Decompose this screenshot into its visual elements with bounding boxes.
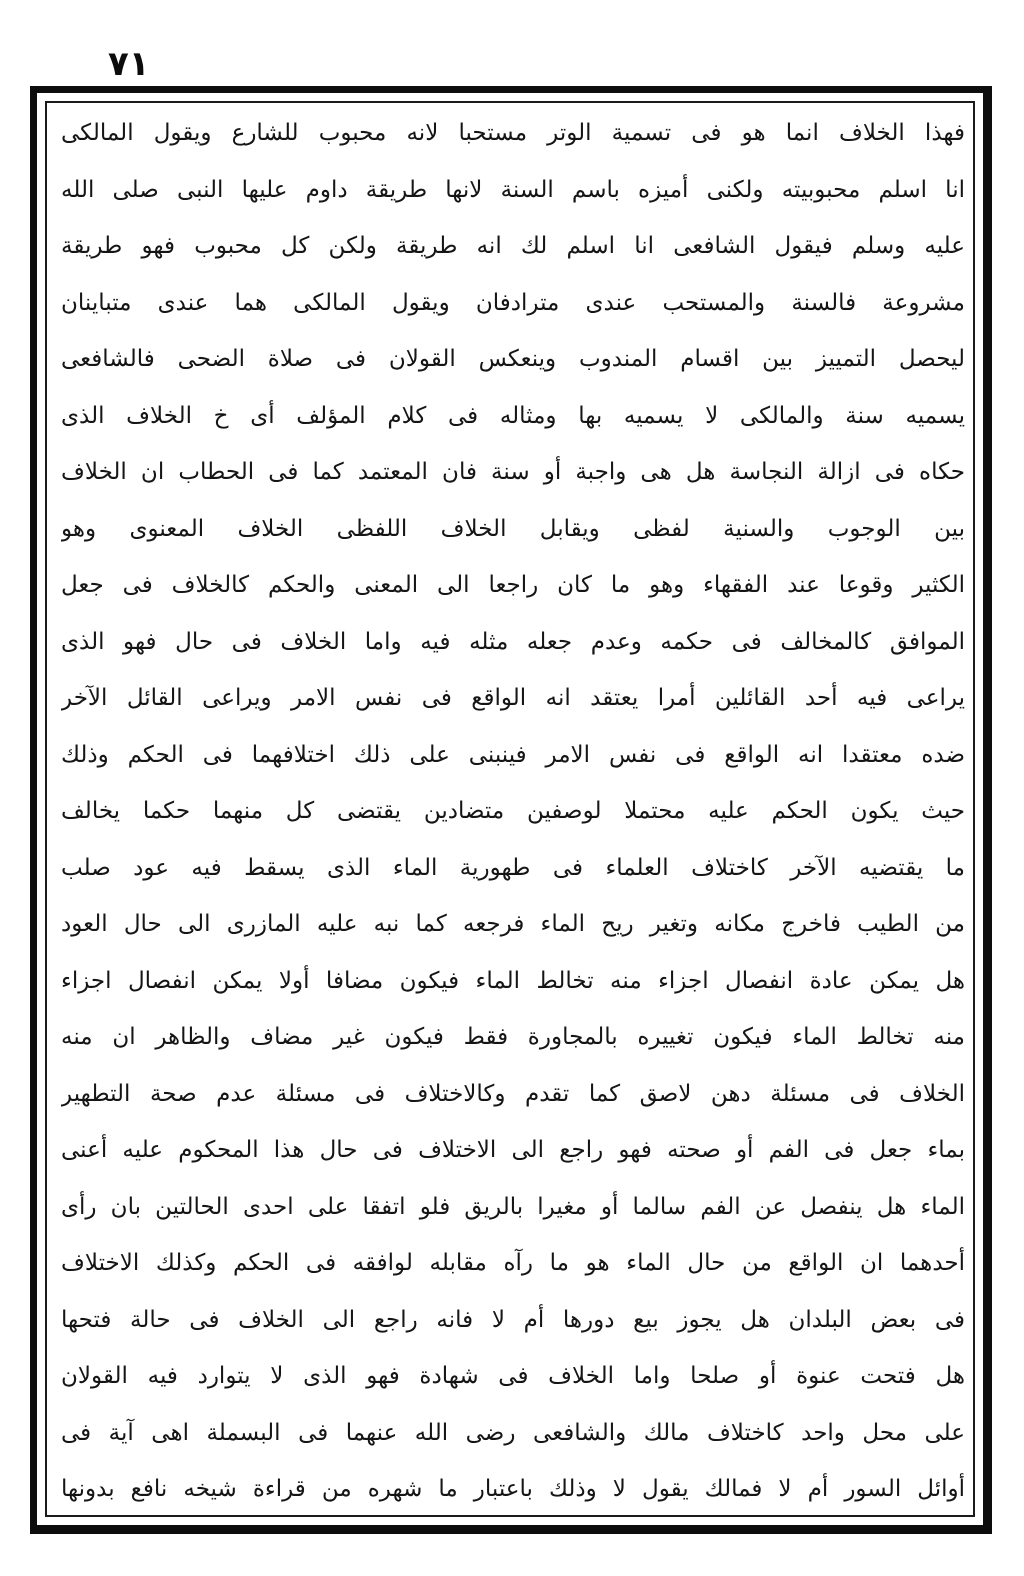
text-line: بماء جعل فى الفم أو صحته فهو راجع الى الاختلاف فى حال هذا المحكوم عليه أعنى [61, 1137, 965, 1163]
text-line: الخلاف فى مسئلة دهن لاصق كما تقدم وكالاختلاف فى مسئلة عدم صحة التطهير [61, 1080, 965, 1107]
text-line: أحدهما ان الواقع من حال الماء هو ما رآه مقابله لوافقه فى الحكم وكذلك الاختلاف [61, 1250, 965, 1276]
text-line: الكثير وقوعا عند الفقهاء وهو ما كان راجعا الى المعنى والحكم كالخلاف فى جعل [61, 572, 965, 598]
text-line: حكاه فى ازالة النجاسة هل هى واجبة أو سنة فان المعتمد كما فى الحطاب ان الخلاف [61, 459, 965, 485]
text-line: ليحصل التمييز بين اقسام المندوب وينعكس القولان فى صلاة الضحى فالشافعى [61, 346, 965, 372]
text-line: انا اسلم محبوبيته ولكنى أميزه باسم السنة لانها طريقة داوم عليها النبى صلى الله [61, 176, 965, 203]
text-line: يراعى فيه أحد القائلين أمرا يعتقد انه الواقع فى نفس الامر ويراعى القائل الآخر [61, 685, 965, 711]
text-line: عليه وسلم فيقول الشافعى انا اسلم لك انه طريقة ولكن كل محبوب فهو طريقة [61, 233, 965, 259]
text-line: من الطيب فاخرج مكانه وتغير ريح الماء فرجعه كما نبه عليه المازرى الى حال العود [61, 911, 965, 937]
text-line: فى بعض البلدان هل يجوز بيع دورها أم لا فانه راجع الى الخلاف فى حالة فتحها [61, 1306, 965, 1333]
text-line: هل يمكن عادة انفصال اجزاء منه تخالط الماء فيكون مضافا أولا يمكن انفصال اجزاء [61, 967, 965, 994]
text-line: الموافق كالمخالف فى حكمه وعدم جعله مثله فيه واما الخلاف فى حال فهو الذى [61, 628, 965, 655]
page-number: ٧١ [108, 44, 150, 84]
text-line: مشروعة فالسنة والمستحب عندى مترادفان ويقول المالكى هما عندى متباينان [61, 289, 965, 316]
text-line: فهذا الخلاف انما هو فى تسمية الوتر مستحبا لانه محبوب للشارع ويقول المالكى [61, 120, 965, 146]
text-line: هل فتحت عنوة أو صلحا واما الخلاف فى شهادة فهو الذى لا يتوارد فيه القولان [61, 1363, 965, 1389]
text-line: بين الوجوب والسنية لفظى ويقابل الخلاف اللفظى الخلاف المعنوى وهو [61, 515, 965, 542]
page-frame [30, 86, 992, 1534]
text-line: الماء هل ينفصل عن الفم سالما أو مغيرا بالريق فلو اتفقا على احدى الحالتين بان رأى [61, 1193, 965, 1220]
text-line: أوائل السور أم لا فمالك يقول لا وذلك باعتبار ما شهره من قراءة شيخه نافع بدونها [61, 1476, 965, 1502]
text-line: يسميه سنة والمالكى لا يسميه بها ومثاله فى كلام المؤلف أى خ الخلاف الذى [61, 402, 965, 429]
text-line: حيث يكون الحكم عليه محتملا لوصفين متضادين يقتضى كل منهما حكما يخالف [61, 798, 965, 824]
text-line: منه تخالط الماء فيكون تغييره بالمجاورة فقط فيكون غير مضاف والظاهر ان منه [61, 1024, 965, 1050]
text-line: ضده معتقدا انه الواقع فى نفس الامر فينبنى على ذلك اختلافهما فى الحكم وذلك [61, 741, 965, 768]
text-body [61, 111, 965, 1511]
text-line: على محل واحد كاختلاف مالك والشافعى رضى الله عنهما فى البسملة اهى آية فى [61, 1419, 965, 1446]
text-line: ما يقتضيه الآخر كاختلاف العلماء فى طهورية الماء الذى يسقط فيه عود صلب [61, 854, 965, 881]
